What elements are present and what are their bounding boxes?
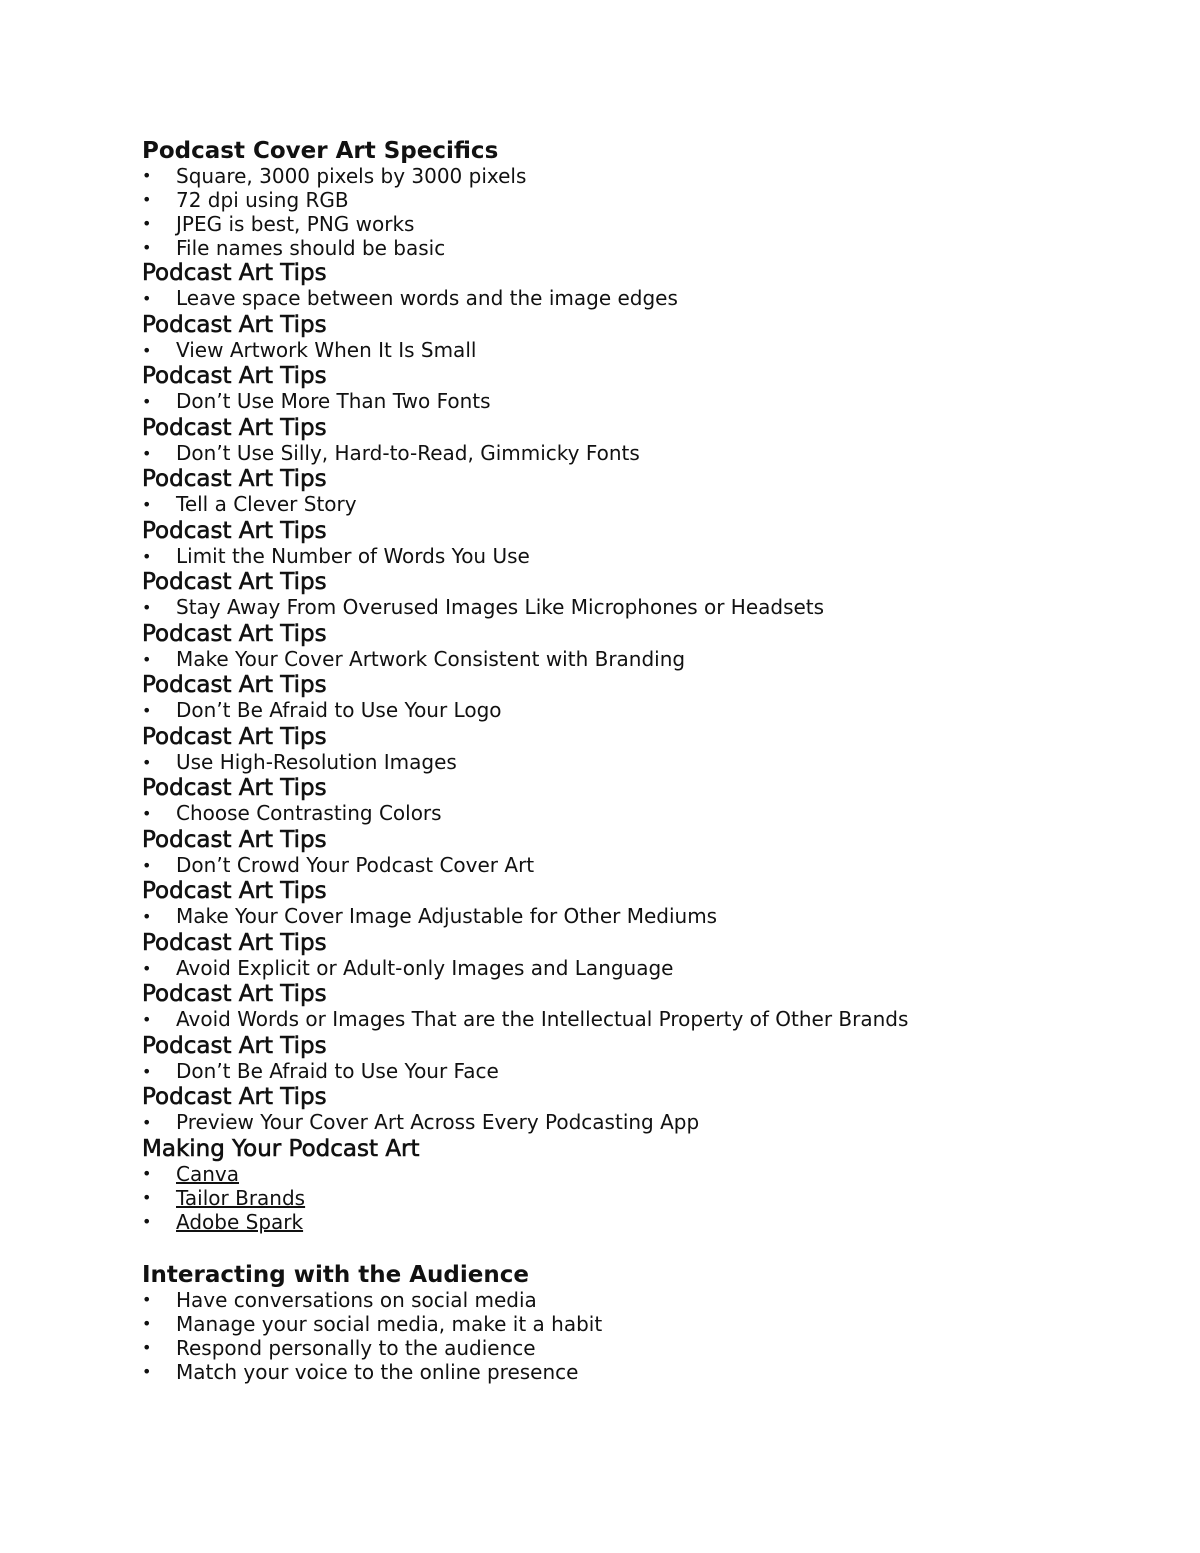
list-item (142, 1210, 1142, 1234)
tip-text: Avoid Explicit or Adult-only Images and Language (176, 955, 674, 980)
tip-text: Don’t Be Afraid to Use Your Logo (176, 698, 502, 722)
tip-list (142, 904, 1142, 930)
list-item (142, 1059, 1142, 1085)
making-links-list (142, 1162, 1142, 1234)
tips-section (142, 260, 1142, 1136)
list-item (142, 853, 1142, 879)
tip-list (142, 956, 1142, 982)
list-item: • 72 dpi using RGB (142, 188, 349, 212)
bullet-icon: • (142, 1010, 152, 1029)
tip-list (142, 286, 1142, 312)
bullet-icon: • (142, 340, 152, 360)
list-item (142, 1007, 1142, 1033)
list-item (142, 801, 1142, 827)
tip-heading: Podcast Art Tips (142, 775, 327, 801)
tip-heading: Podcast Art Tips (142, 1084, 327, 1110)
bullet-icon: • (142, 1361, 152, 1381)
tip-text: Make Your Cover Artwork Consistent with Branding (176, 646, 686, 671)
bullet-icon: • (142, 495, 152, 514)
list-item: • Have conversations on social media (142, 1287, 537, 1312)
tip-text: Don’t Be Afraid to Use Your Face (176, 1058, 499, 1083)
tip-text: Preview Your Cover Art Across Every Podcasting App (176, 1110, 700, 1134)
tip-heading: Podcast Art Tips (142, 1032, 327, 1059)
tip-text: Stay Away From Overused Images Like Microphones or Headsets (176, 595, 825, 619)
bullet-icon: • (142, 1337, 152, 1357)
tip-text: Choose Contrasting Colors (176, 801, 442, 825)
tip-list (142, 1007, 1142, 1033)
list-item (142, 1162, 1142, 1186)
bullet-icon: • (142, 1313, 152, 1333)
list-item: • Match your voice to the online presence (142, 1359, 579, 1384)
tailor-brands-link[interactable]: Tailor Brands (176, 1185, 306, 1210)
bullet-icon: • (142, 598, 152, 617)
making-heading: Making Your Podcast Art (142, 1135, 420, 1162)
tip-heading: Podcast Art Tips (142, 672, 327, 698)
bullet-icon: • (142, 649, 152, 669)
bullet-icon: • (142, 701, 152, 720)
adobe-spark-link[interactable]: Adobe Spark (176, 1209, 304, 1234)
bullet-icon: • (142, 907, 152, 926)
tip-heading: Podcast Art Tips (142, 826, 327, 853)
tip-list (142, 750, 1142, 776)
bullet-icon: • (142, 804, 152, 823)
document-body (142, 138, 1142, 1384)
tip-heading: Podcast Art Tips (142, 878, 327, 904)
list-item: • JPEG is best, PNG works (142, 212, 415, 236)
specifics-list (142, 164, 1142, 260)
list-item (142, 441, 1142, 467)
specifics-section (142, 138, 1142, 260)
list-item: • Square, 3000 pixels by 3000 pixels (142, 164, 527, 188)
tip-heading: Podcast Art Tips (142, 929, 327, 956)
bullet-icon: • (142, 958, 152, 978)
list-item: • Manage your social media, make it a habit (142, 1311, 603, 1336)
list-item (142, 286, 1142, 312)
bullet-icon: • (142, 1187, 152, 1207)
tip-text: Don’t Crowd Your Podcast Cover Art (176, 852, 535, 877)
tip-list (142, 441, 1142, 467)
list-item (142, 544, 1142, 570)
tip-text: Avoid Words or Images That are the Intellectual Property of Other Brands (176, 1007, 909, 1031)
tip-list (142, 1110, 1142, 1136)
canva-link[interactable]: Canva (176, 1161, 239, 1186)
bullet-icon: • (142, 166, 152, 185)
tip-list (142, 338, 1142, 364)
bullet-icon: • (142, 392, 152, 411)
bullet-icon: • (142, 1113, 152, 1132)
audience-list (142, 1288, 1142, 1384)
bullet-icon: • (142, 214, 152, 233)
list-item: • File names should be basic (142, 236, 446, 260)
tip-text: Tell a Clever Story (176, 492, 357, 516)
tip-text: View Artwork When It Is Small (176, 337, 477, 362)
tip-heading: Podcast Art Tips (142, 981, 327, 1007)
bullet-icon: • (142, 546, 152, 566)
tip-heading: Podcast Art Tips (142, 620, 327, 647)
tip-heading: Podcast Art Tips (142, 311, 327, 338)
list-item (142, 492, 1142, 518)
tip-list (142, 492, 1142, 518)
list-item (142, 698, 1142, 724)
tip-list (142, 544, 1142, 570)
tip-list (142, 647, 1142, 673)
audience-section (142, 1262, 1142, 1384)
list-item (142, 1186, 1142, 1210)
audience-heading: Interacting with the Audience (142, 1261, 529, 1288)
tip-text: Make Your Cover Image Adjustable for Other Mediums (176, 904, 718, 928)
tip-list (142, 698, 1142, 724)
section-spacer (142, 1234, 1142, 1262)
tip-text: Use High-Resolution Images (176, 749, 457, 774)
tip-heading: Podcast Art Tips (142, 569, 327, 595)
tip-text: Don’t Use More Than Two Fonts (176, 389, 491, 413)
bullet-icon: • (142, 1211, 152, 1231)
list-item (142, 904, 1142, 930)
tip-text: Don’t Use Silly, Hard-to-Read, Gimmicky Fonts (176, 440, 640, 465)
bullet-icon: • (142, 443, 152, 463)
tip-heading: Podcast Art Tips (142, 260, 327, 286)
list-item (142, 1110, 1142, 1136)
bullet-icon: • (142, 752, 152, 772)
tip-heading: Podcast Art Tips (142, 363, 327, 389)
tip-list (142, 853, 1142, 879)
bullet-icon: • (142, 190, 152, 209)
bullet-icon: • (142, 855, 152, 875)
bullet-icon: • (142, 1163, 152, 1183)
list-item (142, 338, 1142, 364)
tip-text: Limit the Number of Words You Use (176, 543, 530, 568)
bullet-icon: • (142, 289, 152, 308)
list-item (142, 956, 1142, 982)
making-section (142, 1136, 1142, 1234)
tip-heading: Podcast Art Tips (142, 466, 327, 492)
list-item (142, 595, 1142, 621)
list-item: • Respond personally to the audience (142, 1335, 536, 1360)
tip-heading: Podcast Art Tips (142, 723, 327, 750)
tip-list (142, 1059, 1142, 1085)
tip-list (142, 595, 1142, 621)
tip-list (142, 389, 1142, 415)
bullet-icon: • (142, 1289, 152, 1309)
list-item (142, 389, 1142, 415)
bullet-icon: • (142, 1061, 152, 1081)
tip-heading: Podcast Art Tips (142, 517, 327, 544)
list-item (142, 750, 1142, 776)
bullet-icon: • (142, 238, 152, 257)
tip-text: Leave space between words and the image edges (176, 286, 678, 310)
specifics-heading: Podcast Cover Art Specifics (142, 138, 499, 164)
list-item (142, 647, 1142, 673)
tip-list (142, 801, 1142, 827)
tip-heading: Podcast Art Tips (142, 414, 327, 441)
